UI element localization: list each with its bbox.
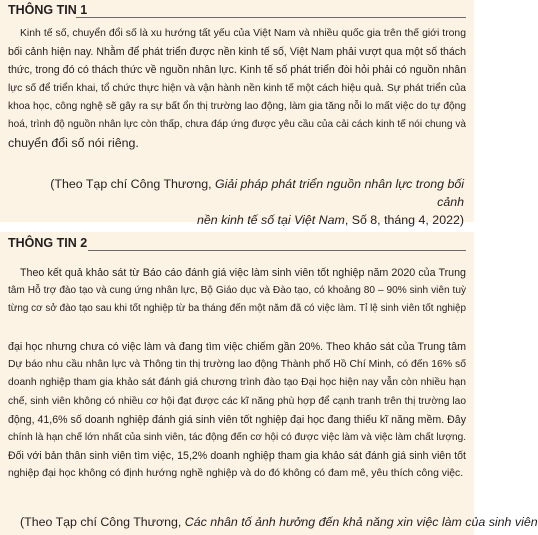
info-2-paragraph-bottom xyxy=(8,338,466,484)
text-line: hoá, trình độ nguồn nhân lực còn thấp, chưa đáp ứng được yêu cầu của cải cách kinh tế nói chung và xyxy=(8,119,466,131)
text-line: từng cơ sở đào tạo sau khi tốt nghiệp từ ba tháng đến một năm đã có việc làm. Tỉ lệ sinh viên tốt nghiệp xyxy=(8,303,466,315)
info-1-source: (Theo Tạp chí Công Thương, Giải pháp phát triển nguồn nhân lực trong bối cảnh nền kinh tế số tại Việt Nam, Số 8, tháng 4, 2022) xyxy=(50,177,464,228)
text-line: chế, sinh viên không có nhiều cơ hội đạt được các kĩ năng phù hợp để cạnh tranh trên thị trường lao xyxy=(8,395,466,407)
text-line: khoa học, công nghệ sẽ gây ra sự bất ổn thị trường lao động, làm gia tăng nỗi lo mất việc do tự động xyxy=(8,100,466,112)
text-line: tâm Hỗ trợ đào tạo và cung ứng nhân lực, Bộ Giáo dục và Đào tạo, có khoảng 80 – 90% sinh viên tuỳ xyxy=(8,285,466,297)
info-2-heading: THÔNG TIN 2 xyxy=(8,236,88,250)
text-line: chính là hạn chế lớn nhất của sinh viên, tác động đến cơ hội có được việc làm và việc làm chất lượng. xyxy=(8,432,467,444)
text-line: chuyển đổi số nói riêng. xyxy=(8,136,139,151)
text-line: Đối với bản thân sinh viên tìm việc, 15,2% doanh nghiệp tham gia khảo sát đánh giá sinh viên tốt xyxy=(8,450,466,463)
text-line: động, 41,6% số doanh nghiệp đánh giá sinh viên tốt nghiệp đại học đang thiếu kĩ năng mềm. Đây xyxy=(8,413,466,426)
info-2-paragraph-top xyxy=(8,264,466,319)
text-line: nghiệp đại học không có định hướng nghề nghiệp và do đó không có đam mê, yêu thích công việc. xyxy=(8,468,464,480)
info-1-heading: THÔNG TIN 1 xyxy=(8,3,88,17)
info-1-paragraph xyxy=(8,25,466,152)
text-line: doanh nghiệp tham gia khảo sát đánh giá chương trình đào tạo Đại học hiện nay vẫn còn nhiều hạn xyxy=(8,377,466,389)
text-line: Dự báo nhu cầu nhân lực và Thông tin thị trường lao động Thành phố Hồ Chí Minh, có đến 16% số xyxy=(8,359,466,371)
text-line: đại học nhưng chưa có việc làm và đang tìm việc chiếm gần 20%. Theo khảo sát của Trung tâm xyxy=(8,341,466,353)
text-line: lực số để triển khai, tổ chức thực hiện và vận hành nền kinh tế một cách hiệu quả. Sự phát triển của xyxy=(8,82,466,94)
heading-rule xyxy=(88,250,466,251)
text-line: thức, trong đó có thách thức về nguồn nhân lực. Kinh tế số phát triển đòi hỏi phải có nguồn nhân xyxy=(8,64,467,77)
text-line: Theo kết quả khảo sát từ Báo cáo đánh giá việc làm sinh viên tốt nghiệp năm 2020 của Trung xyxy=(20,267,466,279)
text-line: Kinh tế số, chuyển đổi số là xu hướng tất yếu của Việt Nam và nhiều quốc gia trên thế giới trong xyxy=(20,28,466,39)
heading-rule xyxy=(76,17,466,18)
text-line: bối cảnh hiện nay. Nhằm để phát triển được nền kinh tế số, Việt Nam phải vượt qua một số thách xyxy=(8,46,466,59)
info-2-source: (Theo Tạp chí Công Thương, Các nhân tố ảnh hưởng đến khả năng xin việc làm của sinh viên xyxy=(20,515,538,529)
